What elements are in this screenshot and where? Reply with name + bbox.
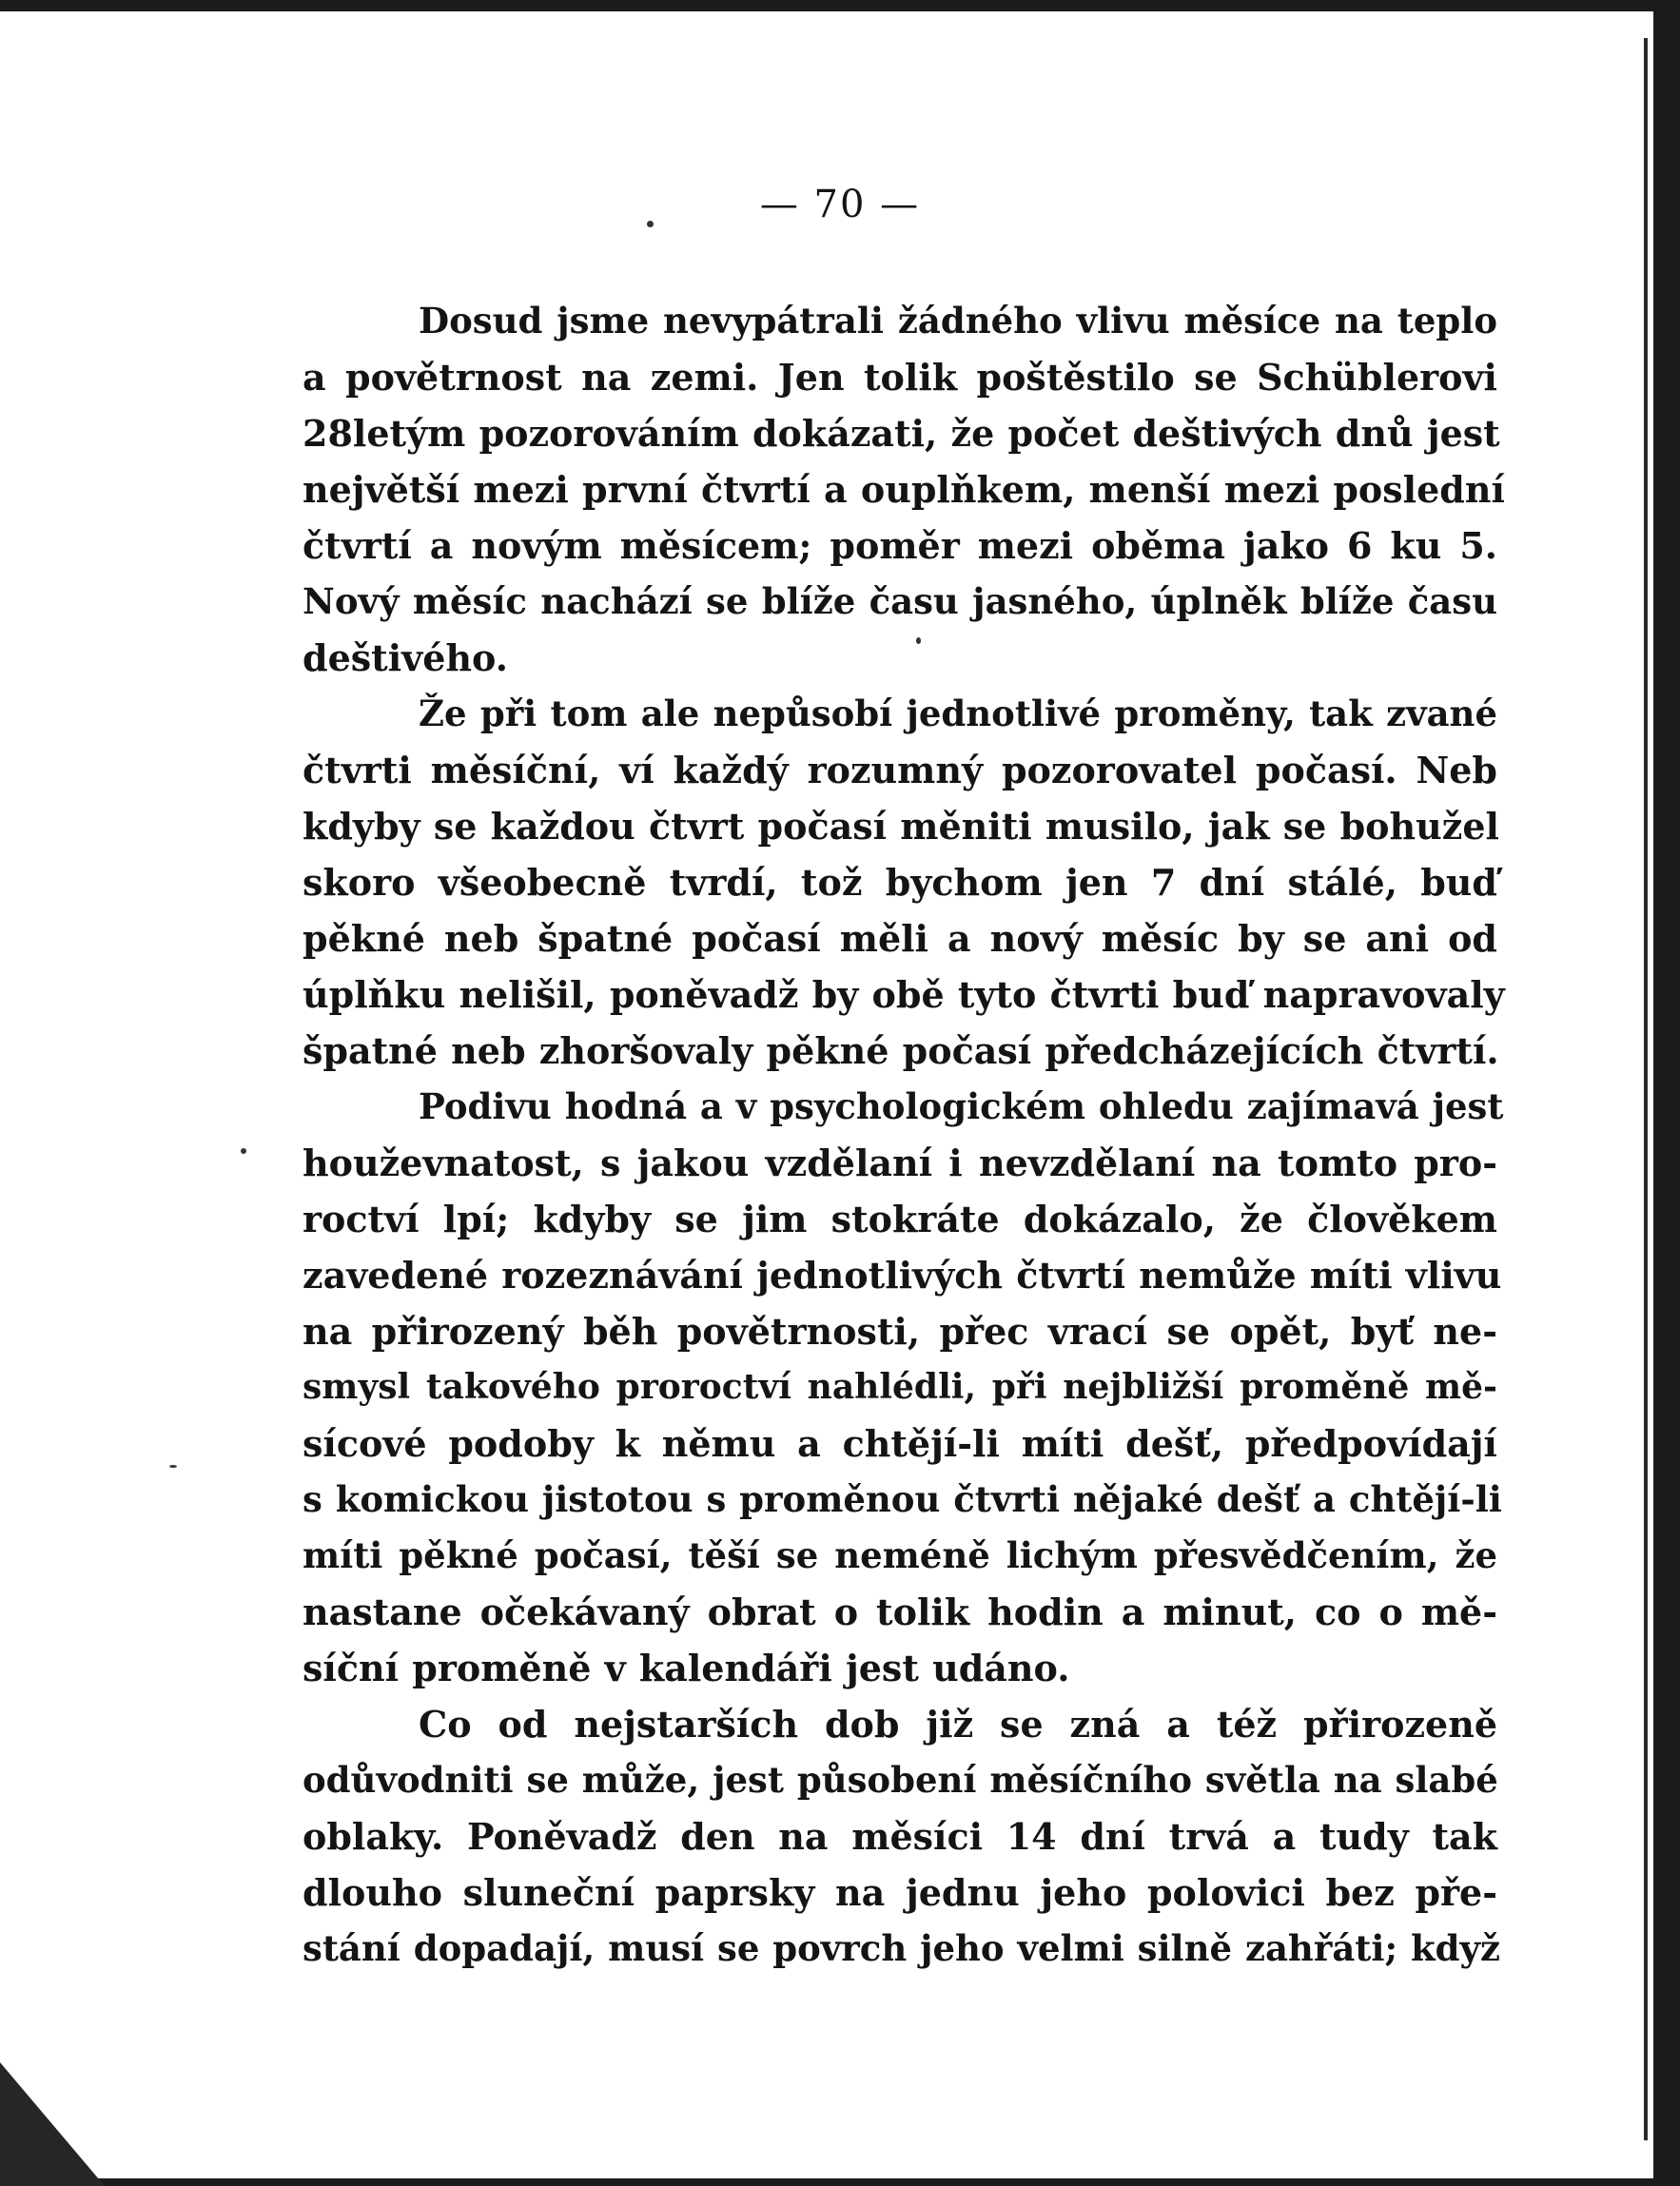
text-line: Podivu hodná a v psychologickém ohledu zajímavá jest	[419, 1085, 1504, 1127]
text-line: roctví lpí; kdyby se jim stokráte dokázalo, že člověkem	[303, 1198, 1497, 1240]
text-line: čtvrti měsíční, ví každý rozumný pozorovatel počasí. Neb	[303, 749, 1497, 791]
text-line: míti pěkné počasí, těší se neméně lichým přesvědčením, že	[303, 1534, 1497, 1576]
text-line: oblaky. Poněvadž den na měsíci 14 dní trvá a tudy tak	[303, 1815, 1497, 1858]
dust-speck	[241, 1148, 246, 1154]
text-line: stání dopadají, musí se povrch jeho velmi silně zahřáti; když	[303, 1927, 1500, 1969]
text-line: skoro všeobecně tvrdí, tož bychom jen 7 dní stálé, buď	[303, 861, 1497, 904]
page-number: — 70 —	[759, 183, 921, 226]
text-line: odůvodniti se může, jest působení měsíčního světla na slabé	[303, 1759, 1498, 1801]
text-line: zavedené rozeznávání jednotlivých čtvrtí nemůže míti vlivu	[303, 1254, 1502, 1297]
text-line: největší mezi první čtvrtí a ouplňkem, menší mezi poslední	[303, 468, 1505, 511]
text-line: pěkné neb špatné počasí měli a nový měsíc by se ani od	[303, 917, 1497, 960]
text-line: houževnatost, s jakou vzdělaní i nevzdělaní na tomto pro-	[303, 1142, 1497, 1184]
scan-corner-shadow	[0, 2062, 105, 2186]
scan-edge-bottom	[0, 2178, 1680, 2186]
text-line: síční proměně v kalendáři jest udáno.	[303, 1647, 1070, 1689]
text-line: a povětrnost na zemi. Jen tolik poštěstilo se Schüblerovi	[303, 356, 1497, 399]
scan-edge-right	[1653, 0, 1680, 2186]
text-line: Že při tom ale nepůsobí jednotlivé proměny, tak zvané	[419, 693, 1497, 734]
text-line: špatné neb zhoršovaly pěkné počasí předcházejících čtvrtí.	[303, 1029, 1499, 1072]
text-line: na přirozený běh povětrnosti, přec vrací se opět, byť ne-	[303, 1310, 1497, 1353]
text-line: nastane očekávaný obrat o tolik hodin a minut, co o mě-	[303, 1591, 1497, 1633]
text-line: 28letým pozorováním dokázati, že počet deštivých dnů jest	[303, 412, 1500, 455]
text-line: Dosud jsme nevypátrali žádného vlivu měsíce na teplo	[419, 300, 1497, 342]
text-line: kdyby se každou čtvrt počasí měniti musilo, jak se bohužel	[303, 805, 1499, 848]
text-line: s komickou jistotou s proměnou čtvrti nějaké dešť a chtějí-li	[303, 1478, 1502, 1520]
text-line: deštivého.	[303, 636, 508, 679]
text-line: Co od nejstarších dob již se zná a též přirozeně	[419, 1703, 1497, 1746]
text-line: Nový měsíc nachází se blíže času jasného, úplněk blíže času	[303, 580, 1497, 622]
text-line: sícové podoby k němu a chtějí-li míti dešť, předpovídají	[303, 1422, 1497, 1465]
text-line: smysl takového proroctví nahlédli, při nejbližší proměně mě-	[303, 1367, 1497, 1407]
body-text	[303, 293, 1505, 1977]
dust-speck	[169, 1465, 177, 1468]
text-line: úplňku nelišil, poněvadž by obě tyto čtvrti buď napravovaly	[303, 973, 1505, 1016]
text-line: dlouho sluneční paprsky na jednu jeho polovici bez pře-	[303, 1871, 1497, 1914]
text-line: čtvrtí a novým měsícem; poměr mezi oběma jako 6 ku 5.	[303, 524, 1497, 567]
scan-edge-right-inner	[1644, 38, 1648, 2140]
scan-edge-top	[0, 0, 1680, 11]
